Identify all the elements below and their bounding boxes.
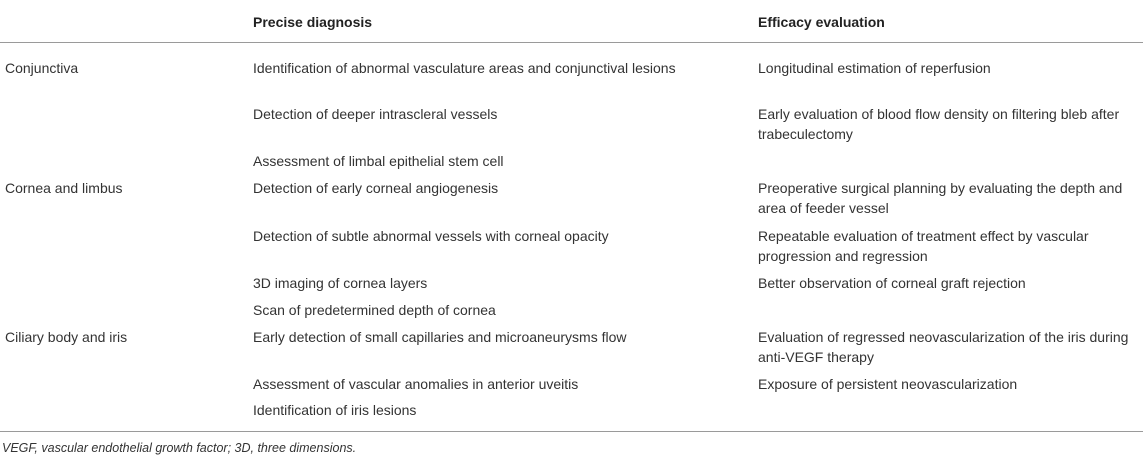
evaluation-item: Longitudinal estimation of reperfusion [758, 60, 991, 76]
diagnosis-item: Detection of subtle abnormal vessels with corneal opacity [253, 228, 609, 244]
row-category-conjunctiva: Conjunctiva [5, 60, 79, 76]
diagnosis-item: Early detection of small capillaries and microaneurysms flow [253, 329, 627, 345]
evaluation-item: Early evaluation of blood flow density on filtering bleb after trabeculectomy [758, 106, 1120, 142]
row-category-cornea-limbus: Cornea and limbus [5, 180, 123, 196]
evaluation-item: Preoperative surgical planning by evaluating the depth and area of feeder vessel [758, 180, 1123, 216]
diagnosis-item: Assessment of limbal epithelial stem cell [253, 153, 504, 169]
header-efficacy-evaluation: Efficacy evaluation [758, 14, 885, 30]
table-footnote: VEGF, vascular endothelial growth factor; 3D, three dimensions. [2, 441, 357, 455]
evaluation-item: Exposure of persistent neovascularization [758, 376, 1018, 392]
diagnosis-item: Assessment of vascular anomalies in anterior uveitis [253, 376, 579, 392]
row-category-ciliary-iris: Ciliary body and iris [5, 329, 128, 345]
diagnosis-item: Detection of deeper intrascleral vessels [253, 106, 498, 122]
diagnosis-item: Detection of early corneal angiogenesis [253, 180, 499, 196]
table-bottom-rule [0, 431, 1143, 432]
diagnosis-item: Identification of iris lesions [253, 402, 417, 418]
diagnosis-item: Scan of predetermined depth of cornea [253, 302, 496, 318]
header-divider [0, 42, 1143, 43]
evaluation-item: Repeatable evaluation of treatment effect by vascular progression and regression [758, 228, 1089, 264]
evaluation-item: Evaluation of regressed neovascularization of the iris during anti-VEGF therapy [758, 329, 1129, 365]
evaluation-item: Better observation of corneal graft rejection [758, 275, 1026, 291]
header-precise-diagnosis: Precise diagnosis [253, 14, 373, 30]
diagnosis-item: 3D imaging of cornea layers [253, 275, 428, 291]
diagnosis-item: Identification of abnormal vasculature areas and conjunctival lesions [253, 60, 676, 76]
